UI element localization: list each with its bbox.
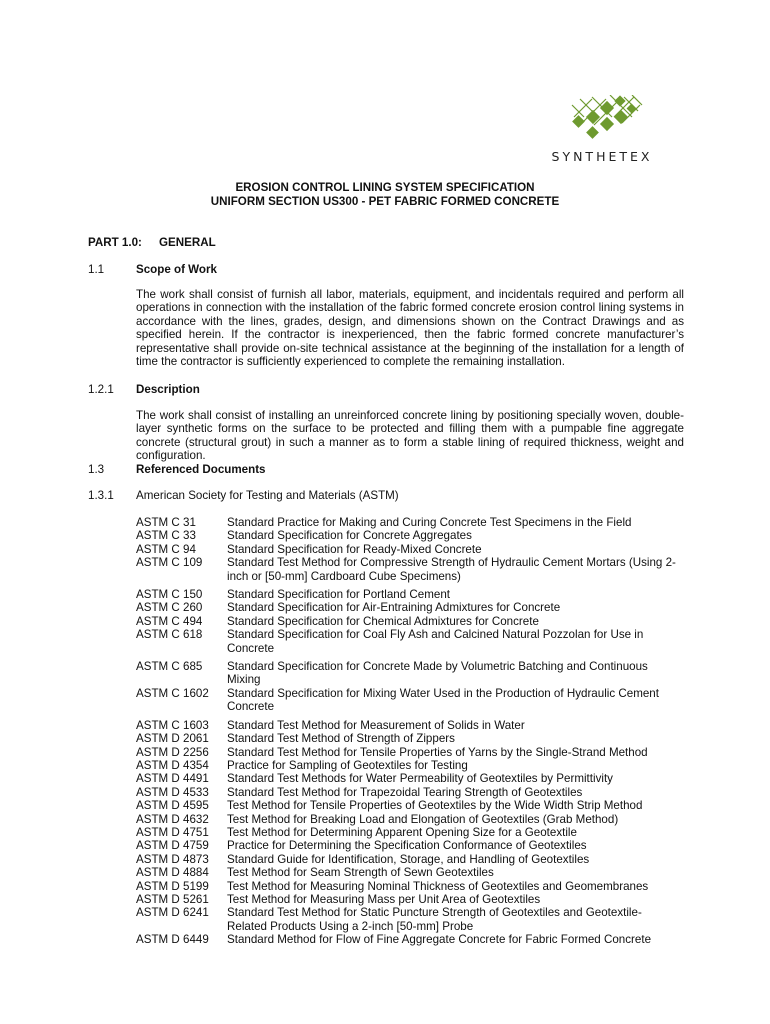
document-title: EROSION CONTROL LINING SYSTEM SPECIFICATION (235, 181, 535, 194)
section-number: 1.1 (88, 263, 105, 276)
reference-item (136, 853, 696, 866)
reference-code: ASTM D 6449 (136, 933, 209, 947)
reference-item (136, 893, 696, 906)
reference-code: ASTM C 260 (136, 601, 203, 615)
reference-item (136, 556, 696, 583)
reference-description: Practice for Determining the Specification Conformance of Geotextiles (227, 839, 587, 853)
reference-description: Standard Test Method for Tensile Properties of Yarns by the Single-Strand Method (227, 745, 648, 759)
reference-item (136, 772, 696, 785)
part-label: PART 1.0: (88, 236, 142, 249)
section-number: 1.3 (88, 463, 105, 476)
reference-item (136, 516, 696, 529)
reference-description: Standard Test Method for Static Puncture Strength of Geotextiles and Geotextile-Related Products Using a 2-inch [50-mm] Probe (227, 906, 642, 933)
reference-item (136, 588, 696, 601)
reference-description: Test Method for Breaking Load and Elongation of Geotextiles (Grab Method) (227, 812, 619, 826)
reference-description: Test Method for Seam Strength of Sewn Geotextiles (227, 866, 494, 880)
reference-code: ASTM D 4491 (136, 772, 209, 786)
reference-code: ASTM C 150 (136, 588, 203, 602)
reference-description: Standard Specification for Air-Entraining Admixtures for Concrete (227, 601, 561, 615)
reference-description: Test Method for Tensile Properties of Geotextiles by the Wide Width Strip Method (227, 799, 643, 813)
reference-code: ASTM D 4759 (136, 839, 209, 853)
logo-wordmark: SYNTHETEX (551, 149, 653, 164)
synthetex-logo (532, 95, 672, 170)
reference-description: Standard Specification for Ready-Mixed Concrete (227, 542, 482, 556)
reference-description: Standard Specification for Portland Cement (227, 588, 450, 602)
part-title: GENERAL (159, 236, 216, 249)
document-subtitle: UNIFORM SECTION US300 - PET FABRIC FORMED CONCRETE (210, 195, 560, 208)
reference-description: Standard Test Method of Strength of Zippers (227, 732, 455, 746)
reference-description: Standard Practice for Making and Curing Concrete Test Specimens in the Field (227, 516, 632, 529)
reference-description: Standard Method for Flow of Fine Aggregate Concrete for Fabric Formed Concrete (227, 933, 652, 947)
section-title: American Society for Testing and Materials (ASTM) (136, 489, 399, 502)
reference-item (136, 543, 696, 556)
reference-list (136, 516, 696, 947)
section-title: Scope of Work (136, 263, 217, 276)
reference-code: ASTM C 1602 (136, 686, 209, 700)
reference-item (136, 839, 696, 852)
reference-description: Standard Specification for Mixing Water Used in the Production of Hydraulic Cement Concrete (227, 686, 659, 714)
section-number: 1.3.1 (88, 489, 114, 502)
reference-item (136, 786, 696, 799)
reference-code: ASTM D 2061 (136, 732, 209, 746)
reference-item (136, 933, 696, 946)
reference-code: ASTM D 2256 (136, 745, 209, 759)
section-title: Description (136, 383, 200, 396)
reference-item (136, 826, 696, 839)
reference-code: ASTM D 4533 (136, 785, 209, 799)
reference-item (136, 628, 696, 655)
reference-item (136, 732, 696, 745)
reference-item (136, 880, 696, 893)
reference-code: ASTM C 685 (136, 660, 203, 674)
reference-description: Standard Test Method for Measurement of Solids in Water (227, 718, 525, 732)
reference-description: Standard Specification for Concrete Aggregates (227, 529, 472, 543)
reference-code: ASTM D 6241 (136, 906, 209, 920)
reference-code: ASTM C 31 (136, 516, 196, 529)
reference-code: ASTM C 109 (136, 556, 203, 570)
reference-item (136, 866, 696, 879)
reference-item (136, 529, 696, 542)
reference-description: Test Method for Measuring Mass per Unit Area of Geotextiles (227, 892, 541, 906)
section-number: 1.2.1 (88, 383, 114, 396)
reference-item (136, 906, 696, 933)
reference-code: ASTM D 5261 (136, 892, 209, 906)
reference-item (136, 746, 696, 759)
reference-item (136, 719, 696, 732)
reference-description: Standard Specification for Concrete Made by Volumetric Batching and Continuous Mixing (227, 660, 648, 687)
reference-item (136, 799, 696, 812)
reference-code: ASTM D 4751 (136, 825, 209, 839)
section-body-1-2-1: The work shall consist of installing an unreinforced concrete lining by positioning specially woven, double-layer synthetic forms on the surface to be protected and filling them with a pumpable fine aggregate concrete (structural grout) in such a manner as to form a stable lining of required thickness, weight and configuration. (136, 409, 684, 463)
reference-code: ASTM D 5199 (136, 879, 209, 893)
reference-code: ASTM C 494 (136, 614, 203, 628)
reference-code: ASTM D 4595 (136, 799, 209, 813)
section-body-1-1: The work shall consist of furnish all labor, materials, equipment, and incidentals required and perform all operations in connection with the installation of the fabric formed concrete erosion control lining systems in accordance with the lines, grades, design, and dimensions shown on the Contract Drawings and as specified herein. If the contractor is inexperienced, then the fabric formed concrete manufacturer’s representative shall provide on-site technical assistance at the beginning of the installation for a length of time the contractor is sufficiently experienced to complete the remaining installation. (136, 288, 684, 369)
reference-code: ASTM C 1603 (136, 718, 209, 732)
reference-description: Test Method for Determining Apparent Opening Size for a Geotextile (227, 825, 577, 839)
reference-code: ASTM D 4354 (136, 758, 209, 772)
section-title: Referenced Documents (136, 463, 266, 476)
logo-mark-icon (532, 95, 672, 147)
reference-code: ASTM D 4884 (136, 866, 209, 880)
reference-item (136, 601, 696, 614)
reference-code: ASTM C 618 (136, 628, 203, 642)
reference-item (136, 687, 696, 714)
reference-description: Test Method for Measuring Nominal Thickness of Geotextiles and Geomembranes (227, 879, 649, 893)
reference-description: Practice for Sampling of Geotextiles for Testing (227, 758, 468, 772)
reference-description: Standard Test Method for Compressive Strength of Hydraulic Cement Mortars (Using 2-inch or [50-mm] Cardboard Cube Specimens) (227, 556, 676, 583)
reference-description: Standard Specification for Coal Fly Ash and Calcined Natural Pozzolan for Use in Concrete (227, 628, 644, 655)
reference-code: ASTM C 33 (136, 529, 196, 543)
reference-item (136, 759, 696, 772)
reference-item (136, 615, 696, 628)
reference-code: ASTM D 4873 (136, 852, 209, 866)
reference-description: Standard Test Methods for Water Permeability of Geotextiles by Permittivity (227, 772, 613, 786)
reference-code: ASTM D 4632 (136, 812, 209, 826)
reference-description: Standard Guide for Identification, Storage, and Handling of Geotextiles (227, 852, 590, 866)
reference-description: Standard Specification for Chemical Admixtures for Concrete (227, 614, 539, 628)
reference-code: ASTM C 94 (136, 542, 196, 556)
reference-item (136, 813, 696, 826)
reference-description: Standard Test Method for Trapezoidal Tearing Strength of Geotextiles (227, 785, 583, 799)
reference-item (136, 660, 696, 687)
